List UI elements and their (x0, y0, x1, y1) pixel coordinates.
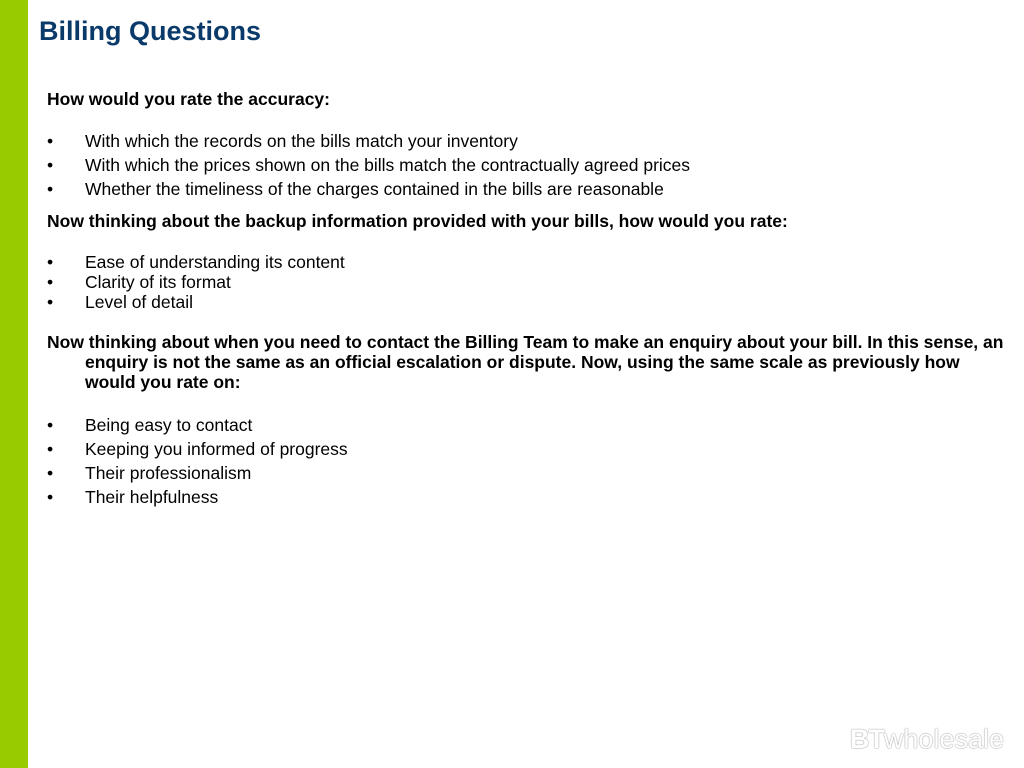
list-item-text: Ease of understanding its content (85, 252, 345, 272)
list-item-text: With which the records on the bills match your inventory (85, 131, 518, 151)
list-item-text: Their professionalism (85, 463, 252, 483)
logo-brand: BT (849, 724, 884, 754)
bullet-glyph: • (47, 179, 54, 199)
backup-information-list (47, 252, 1007, 312)
slide-title: Billing Questions (39, 16, 262, 46)
bt-wholesale-logo (850, 724, 1004, 754)
list-item (47, 439, 1007, 459)
list-item (47, 487, 1007, 507)
bullet-glyph: • (47, 439, 54, 459)
list-item-text: Level of detail (85, 292, 193, 312)
accuracy-list (47, 131, 1007, 199)
list-item (47, 252, 1007, 272)
list-item-text: Clarity of its format (85, 272, 231, 292)
list-item (47, 272, 1007, 292)
bullet-glyph: • (47, 131, 54, 151)
bullet-glyph: • (47, 415, 54, 435)
list-item-text: With which the prices shown on the bills match the contractually agreed prices (85, 155, 691, 175)
accent-sidebar (0, 0, 28, 768)
question-billing-team-contact: Now thinking about when you need to contact the Billing Team to make an enquiry about your bill. In this sense, an enquiry is not the same as an official escalation or dispute. Now, using the same scale as previously how would you rate on: (47, 332, 1004, 392)
bullet-glyph: • (47, 155, 54, 175)
list-item-text: Keeping you informed of progress (85, 439, 348, 459)
list-item-text: Whether the timeliness of the charges contained in the bills are reasonable (85, 179, 664, 199)
bullet-glyph: • (47, 463, 54, 483)
slide-content (47, 89, 1007, 511)
list-item (47, 179, 1007, 199)
bullet-glyph: • (47, 252, 54, 272)
bullet-glyph: • (47, 292, 54, 312)
billing-team-list (47, 415, 1007, 507)
bullet-glyph: • (47, 272, 54, 292)
list-item (47, 292, 1007, 312)
list-item-text: Their helpfulness (85, 487, 219, 507)
list-item (47, 155, 1007, 175)
question-backup-information: Now thinking about the backup information provided with your bills, how would you rate: (47, 211, 788, 231)
bullet-glyph: • (47, 487, 54, 507)
logo-division: wholesale (883, 724, 1004, 754)
list-item (47, 415, 1007, 435)
list-item (47, 463, 1007, 483)
question-accuracy: How would you rate the accuracy: (47, 89, 330, 109)
list-item (47, 131, 1007, 151)
list-item-text: Being easy to contact (85, 415, 253, 435)
